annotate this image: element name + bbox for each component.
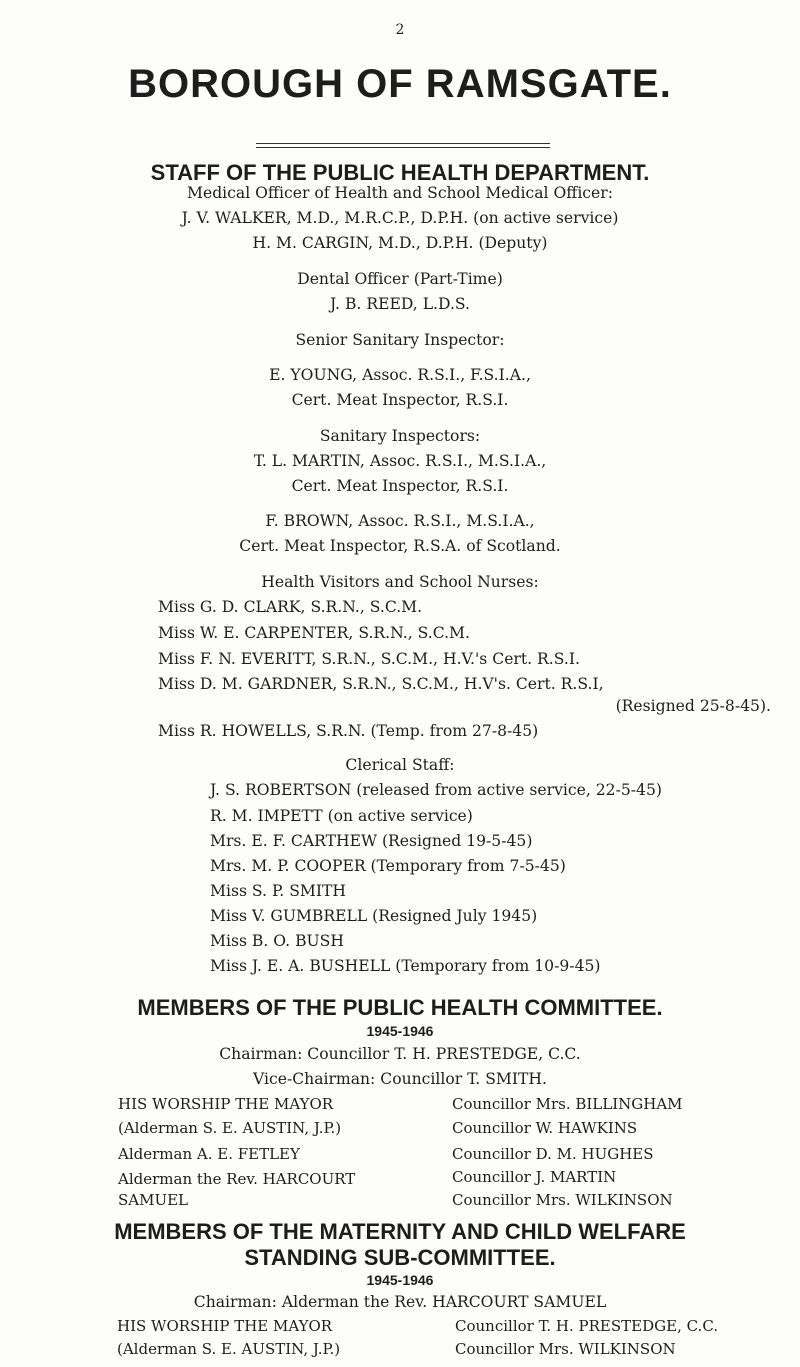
ssi-label: Senior Sanitary Inspector: [295, 331, 505, 349]
committee-heading: MEMBERS OF THE PUBLIC HEALTH COMMITTEE. [137, 995, 663, 1020]
hv-line-2: Miss W. E. CARPENTER, S.R.N., S.C.M. [158, 624, 470, 642]
committee-left-1: HIS WORSHIP THE MAYOR [118, 1095, 334, 1113]
committee-vice-chairman: Vice-Chairman: Councillor T. SMITH. [253, 1070, 547, 1088]
subcommittee-chairman: Chairman: Alderman the Rev. HARCOURT SAMUEL [193, 1293, 607, 1311]
committee-left-4: Alderman the Rev. HARCOURT [118, 1170, 356, 1188]
si-line-4: Cert. Meat Inspector, R.S.A. of Scotland. [239, 537, 561, 555]
hv-line-6: Miss R. HOWELLS, S.R.N. (Temp. from 27-8-45) [158, 722, 539, 740]
committee-year: 1945-1946 [366, 1023, 434, 1039]
committee-left-5: SAMUEL [118, 1191, 189, 1209]
dental-name: J. B. REED, L.D.S. [330, 295, 470, 313]
clerical-line-5: Miss S. P. SMITH [210, 882, 347, 900]
moh-label: Medical Officer of Health and School Medical Officer: [187, 184, 613, 202]
clerical-line-8: Miss J. E. A. BUSHELL (Temporary from 10-9-45) [210, 957, 601, 975]
si-line-3: F. BROWN, Assoc. R.S.I., M.S.I.A., [265, 512, 535, 530]
clerical-label: Clerical Staff: [345, 756, 455, 774]
clerical-line-1: J. S. ROBERTSON (released from active service, 22-5-45) [210, 781, 662, 799]
subcommittee-heading-1: MEMBERS OF THE MATERNITY AND CHILD WELFARE [114, 1219, 686, 1244]
moh-line-1: J. V. WALKER, M.D., M.R.C.P., D.P.H. (on active service) [181, 209, 619, 227]
committee-right-5: Councillor Mrs. WILKINSON [452, 1191, 673, 1209]
dental-label: Dental Officer (Part-Time) [297, 270, 503, 288]
hv-line-3: Miss F. N. EVERITT, S.R.N., S.C.M., H.V.'s Cert. R.S.I. [158, 650, 580, 668]
staff-heading: STAFF OF THE PUBLIC HEALTH DEPARTMENT. [150, 160, 650, 185]
hv-line-5: (Resigned 25-8-45). [615, 697, 771, 715]
subcommittee-right-2: Councillor Mrs. WILKINSON [455, 1340, 676, 1358]
clerical-line-4: Mrs. M. P. COOPER (Temporary from 7-5-45) [210, 857, 566, 875]
ssi-line-1: E. YOUNG, Assoc. R.S.I., F.S.I.A., [269, 366, 531, 384]
committee-right-2: Councillor W. HAWKINS [452, 1119, 638, 1137]
committee-right-3: Councillor D. M. HUGHES [452, 1145, 654, 1163]
page-number: 2 [395, 22, 405, 38]
committee-right-1: Councillor Mrs. BILLINGHAM [452, 1095, 683, 1113]
hv-line-1: Miss G. D. CLARK, S.R.N., S.C.M. [158, 598, 423, 616]
si-line-1: T. L. MARTIN, Assoc. R.S.I., M.S.I.A., [253, 452, 547, 470]
subcommittee-heading-2: STANDING SUB-COMMITTEE. [244, 1245, 556, 1270]
page-title: BOROUGH OF RAMSGATE. [128, 62, 672, 106]
si-label: Sanitary Inspectors: [319, 427, 481, 445]
hv-line-4: Miss D. M. GARDNER, S.R.N., S.C.M., H.V's. Cert. R.S.I, [158, 675, 604, 693]
committee-chairman: Chairman: Councillor T. H. PRESTEDGE, C.C. [219, 1045, 581, 1063]
subcommittee-year: 1945-1946 [366, 1272, 434, 1288]
title-underline-1 [256, 143, 550, 144]
hv-label: Health Visitors and School Nurses: [261, 573, 539, 591]
clerical-line-6: Miss V. GUMBRELL (Resigned July 1945) [210, 907, 538, 925]
clerical-line-2: R. M. IMPETT (on active service) [210, 807, 473, 825]
subcommittee-right-1: Councillor T. H. PRESTEDGE, C.C. [455, 1317, 719, 1335]
committee-left-2: (Alderman S. E. AUSTIN, J.P.) [118, 1119, 342, 1137]
title-underline-2 [256, 147, 550, 148]
subcommittee-left-2: (Alderman S. E. AUSTIN, J.P.) [117, 1340, 341, 1358]
moh-line-2: H. M. CARGIN, M.D., D.P.H. (Deputy) [252, 234, 548, 252]
subcommittee-left-1: HIS WORSHIP THE MAYOR [117, 1317, 333, 1335]
clerical-line-7: Miss B. O. BUSH [210, 932, 344, 950]
ssi-line-2: Cert. Meat Inspector, R.S.I. [291, 391, 509, 409]
committee-left-3: Alderman A. E. FETLEY [118, 1145, 300, 1163]
clerical-line-3: Mrs. E. F. CARTHEW (Resigned 19-5-45) [210, 832, 533, 850]
si-line-2: Cert. Meat Inspector, R.S.I. [291, 477, 509, 495]
committee-right-4: Councillor J. MARTIN [452, 1168, 617, 1186]
